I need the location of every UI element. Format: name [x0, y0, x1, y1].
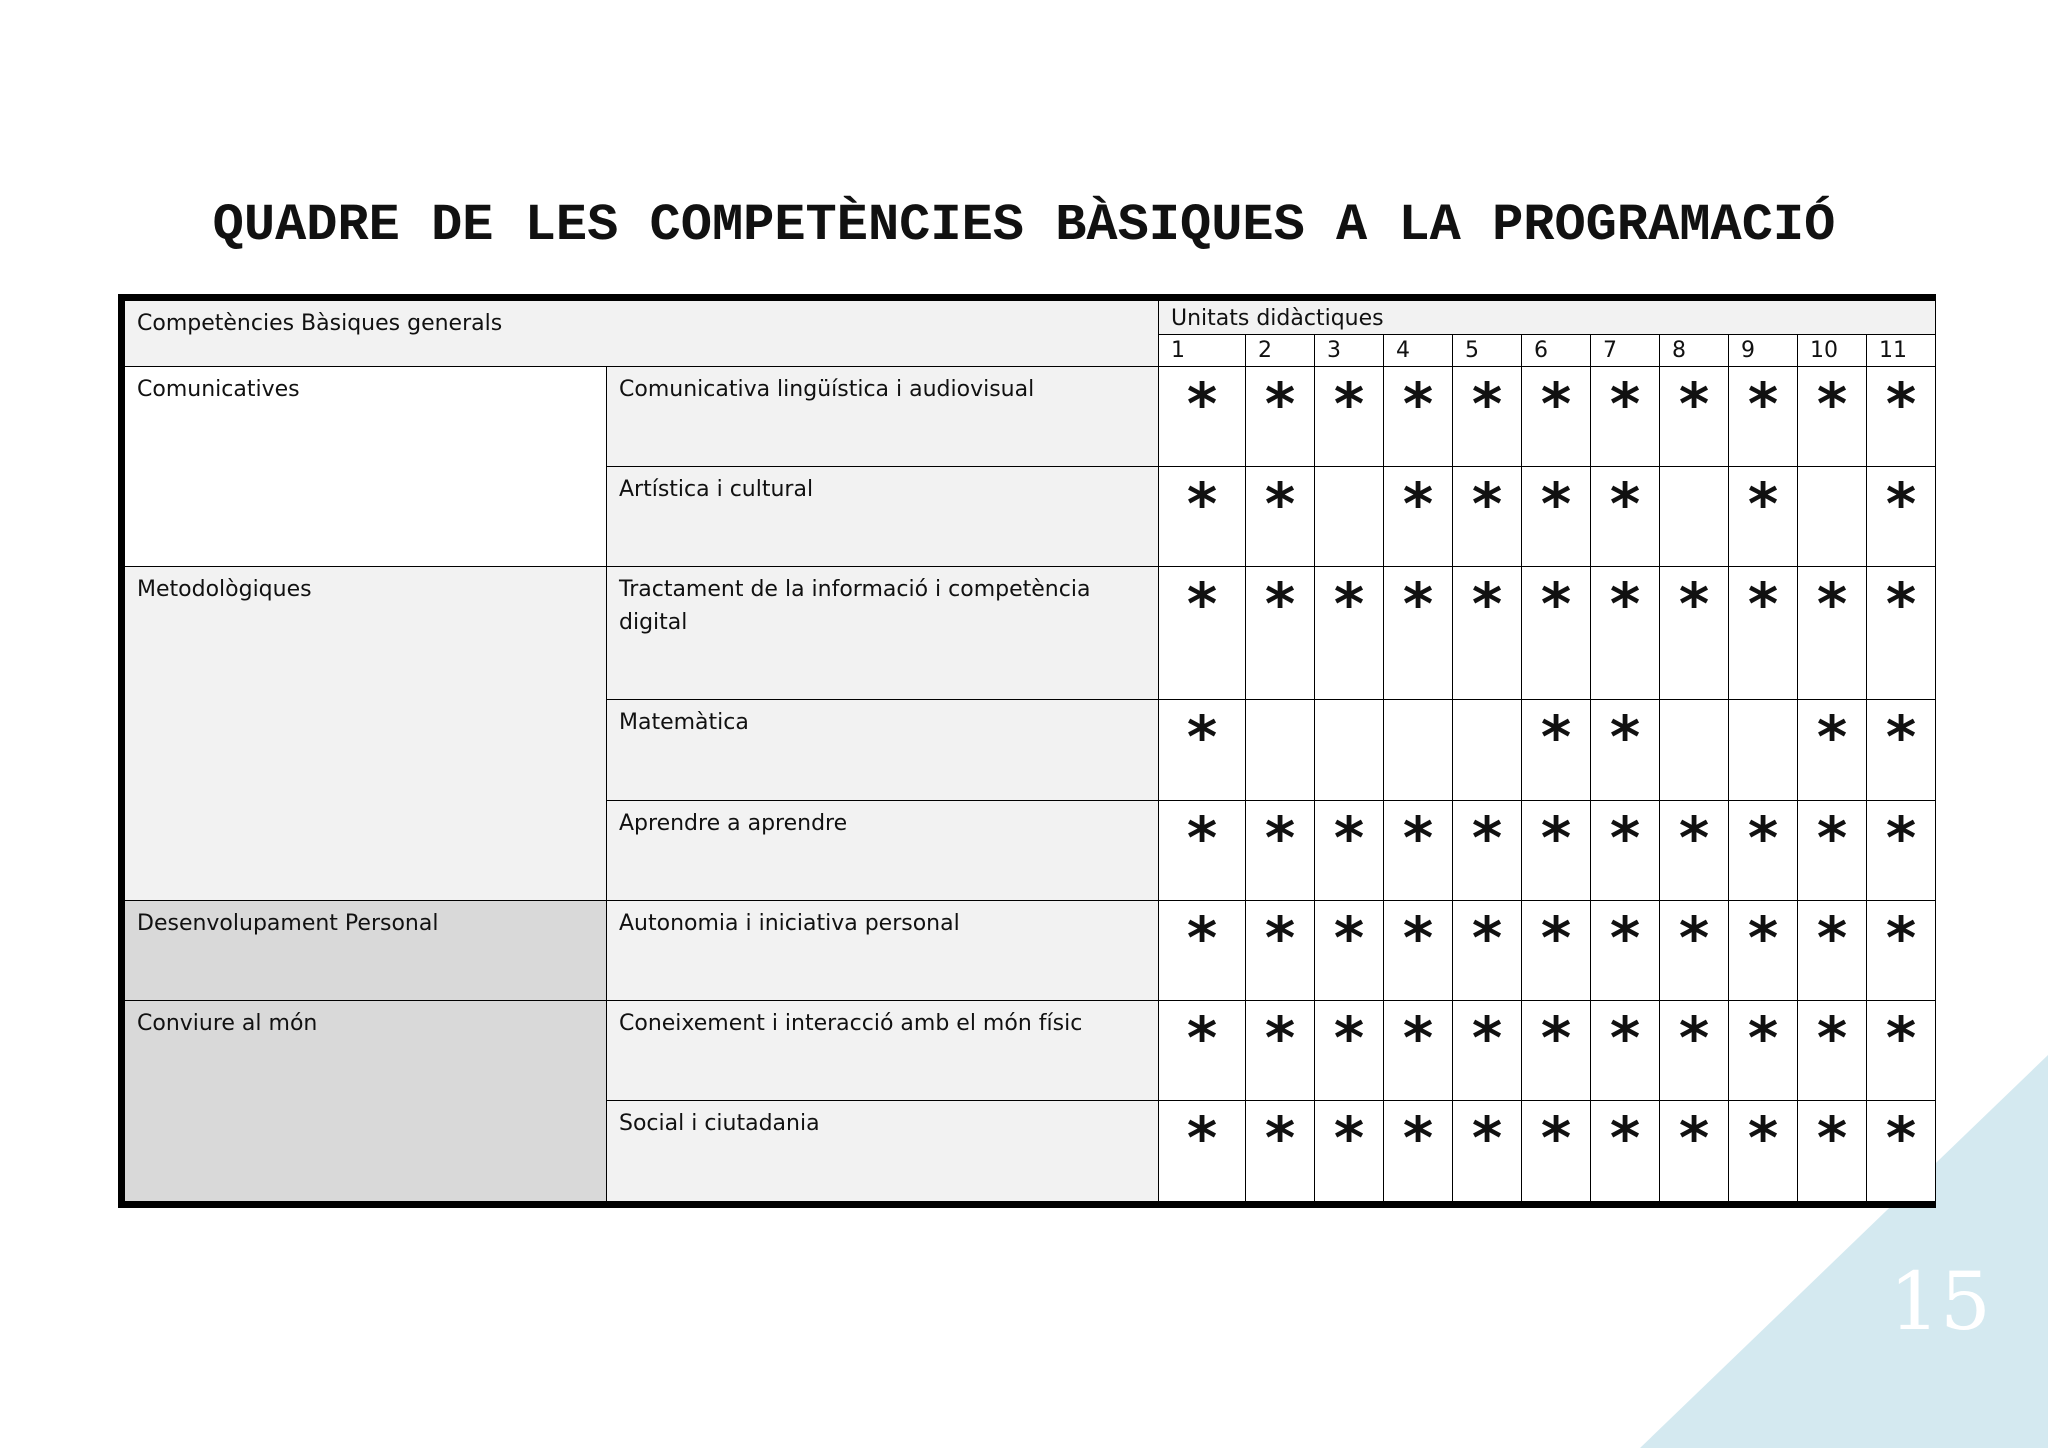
unit-mark-cell: * — [1384, 900, 1453, 1000]
competency-label: Artística i cultural — [607, 467, 1159, 567]
table-row — [125, 1000, 1936, 1100]
unit-mark-cell: * — [1867, 367, 1936, 467]
unit-mark-cell: * — [1522, 567, 1591, 700]
unit-mark-cell — [1384, 700, 1453, 800]
unit-mark-cell — [1660, 467, 1729, 567]
header-general: Competències Bàsiques generals — [125, 301, 1159, 367]
unit-mark-cell: * — [1798, 700, 1867, 800]
unit-mark-cell: * — [1798, 367, 1867, 467]
unit-mark-cell: * — [1315, 567, 1384, 700]
unit-mark-cell: * — [1384, 367, 1453, 467]
unit-mark-cell — [1453, 700, 1522, 800]
unit-mark-cell: * — [1159, 567, 1246, 700]
unit-mark-cell: * — [1591, 467, 1660, 567]
unit-mark-cell: * — [1591, 700, 1660, 800]
unit-mark-cell: * — [1159, 467, 1246, 567]
unit-mark-cell: * — [1522, 800, 1591, 900]
unit-mark-cell: * — [1591, 367, 1660, 467]
unit-mark-cell: * — [1522, 1000, 1591, 1100]
unit-mark-cell: * — [1660, 567, 1729, 700]
unit-mark-cell: * — [1729, 1000, 1798, 1100]
unit-mark-cell: * — [1867, 900, 1936, 1000]
unit-mark-cell — [1315, 700, 1384, 800]
competency-label: Aprendre a aprendre — [607, 800, 1159, 900]
unit-mark-cell: * — [1315, 900, 1384, 1000]
unit-mark-cell: * — [1729, 1100, 1798, 1201]
unit-number: 1 — [1159, 335, 1246, 367]
competency-label: Tractament de la informació i competència digital — [607, 567, 1159, 700]
unit-mark-cell: * — [1384, 1100, 1453, 1201]
unit-number: 7 — [1591, 335, 1660, 367]
unit-mark-cell: * — [1798, 1000, 1867, 1100]
unit-mark-cell: * — [1522, 900, 1591, 1000]
unit-mark-cell: * — [1729, 567, 1798, 700]
header-units: Unitats didàctiques — [1159, 301, 1936, 335]
unit-mark-cell: * — [1867, 467, 1936, 567]
unit-mark-cell — [1315, 467, 1384, 567]
unit-mark-cell: * — [1591, 1000, 1660, 1100]
unit-mark-cell: * — [1591, 900, 1660, 1000]
unit-mark-cell: * — [1867, 700, 1936, 800]
competency-label: Coneixement i interacció amb el món físic — [607, 1000, 1159, 1100]
unit-mark-cell: * — [1729, 367, 1798, 467]
unit-number: 10 — [1798, 335, 1867, 367]
unit-mark-cell: * — [1246, 800, 1315, 900]
unit-number: 8 — [1660, 335, 1729, 367]
table-row — [125, 900, 1936, 1000]
unit-mark-cell: * — [1384, 567, 1453, 700]
group-label: Metodològiques — [125, 567, 607, 900]
unit-mark-cell: * — [1591, 800, 1660, 900]
unit-mark-cell: * — [1315, 367, 1384, 467]
unit-mark-cell: * — [1453, 467, 1522, 567]
unit-mark-cell — [1729, 700, 1798, 800]
unit-number: 4 — [1384, 335, 1453, 367]
unit-mark-cell: * — [1453, 1100, 1522, 1201]
unit-mark-cell — [1246, 700, 1315, 800]
unit-mark-cell: * — [1246, 467, 1315, 567]
unit-mark-cell: * — [1453, 900, 1522, 1000]
unit-mark-cell: * — [1315, 800, 1384, 900]
unit-mark-cell: * — [1246, 367, 1315, 467]
unit-mark-cell: * — [1384, 1000, 1453, 1100]
unit-mark-cell: * — [1453, 800, 1522, 900]
unit-number: 6 — [1522, 335, 1591, 367]
unit-mark-cell: * — [1246, 900, 1315, 1000]
unit-mark-cell: * — [1159, 800, 1246, 900]
unit-mark-cell: * — [1798, 800, 1867, 900]
unit-mark-cell: * — [1159, 1100, 1246, 1201]
unit-mark-cell: * — [1159, 1000, 1246, 1100]
unit-number: 5 — [1453, 335, 1522, 367]
group-label: Conviure al món — [125, 1000, 607, 1201]
unit-mark-cell: * — [1453, 1000, 1522, 1100]
unit-mark-cell: * — [1660, 1000, 1729, 1100]
competencies-table — [118, 294, 1936, 1208]
unit-mark-cell: * — [1798, 900, 1867, 1000]
unit-mark-cell: * — [1867, 1100, 1936, 1201]
unit-mark-cell: * — [1660, 367, 1729, 467]
unit-mark-cell: * — [1522, 367, 1591, 467]
competency-label: Autonomia i iniciativa personal — [607, 900, 1159, 1000]
unit-mark-cell: * — [1246, 1100, 1315, 1201]
unit-mark-cell: * — [1159, 700, 1246, 800]
group-label: Comunicatives — [125, 367, 607, 567]
unit-mark-cell: * — [1660, 900, 1729, 1000]
unit-mark-cell: * — [1729, 800, 1798, 900]
unit-mark-cell: * — [1591, 567, 1660, 700]
unit-mark-cell: * — [1660, 800, 1729, 900]
unit-number: 11 — [1867, 335, 1936, 367]
unit-mark-cell — [1660, 700, 1729, 800]
unit-mark-cell: * — [1453, 567, 1522, 700]
competency-label: Social i ciutadania — [607, 1100, 1159, 1201]
unit-mark-cell: * — [1798, 567, 1867, 700]
unit-number: 3 — [1315, 335, 1384, 367]
page-title: QUADRE DE LES COMPETÈNCIES BÀSIQUES A LA PROGRAMACIÓ — [212, 196, 1836, 255]
unit-number: 2 — [1246, 335, 1315, 367]
unit-mark-cell: * — [1729, 900, 1798, 1000]
unit-mark-cell: * — [1453, 367, 1522, 467]
unit-mark-cell: * — [1384, 800, 1453, 900]
competency-label: Matemàtica — [607, 700, 1159, 800]
unit-mark-cell: * — [1729, 467, 1798, 567]
unit-mark-cell: * — [1246, 1000, 1315, 1100]
unit-number: 9 — [1729, 335, 1798, 367]
unit-mark-cell: * — [1384, 467, 1453, 567]
unit-mark-cell — [1798, 467, 1867, 567]
unit-mark-cell: * — [1246, 567, 1315, 700]
competency-label: Comunicativa lingüística i audiovisual — [607, 367, 1159, 467]
unit-mark-cell: * — [1798, 1100, 1867, 1201]
unit-mark-cell: * — [1159, 900, 1246, 1000]
table-row — [125, 367, 1936, 467]
unit-mark-cell: * — [1159, 367, 1246, 467]
table-row — [125, 567, 1936, 700]
unit-mark-cell: * — [1660, 1100, 1729, 1201]
unit-mark-cell: * — [1315, 1000, 1384, 1100]
unit-mark-cell: * — [1522, 700, 1591, 800]
unit-mark-cell: * — [1315, 1100, 1384, 1201]
unit-mark-cell: * — [1522, 1100, 1591, 1201]
unit-mark-cell: * — [1867, 567, 1936, 700]
unit-mark-cell: * — [1867, 800, 1936, 900]
group-label: Desenvolupament Personal — [125, 900, 607, 1000]
unit-mark-cell: * — [1591, 1100, 1660, 1201]
unit-mark-cell: * — [1522, 467, 1591, 567]
page-number: 15 — [1889, 1255, 1991, 1348]
unit-mark-cell: * — [1867, 1000, 1936, 1100]
